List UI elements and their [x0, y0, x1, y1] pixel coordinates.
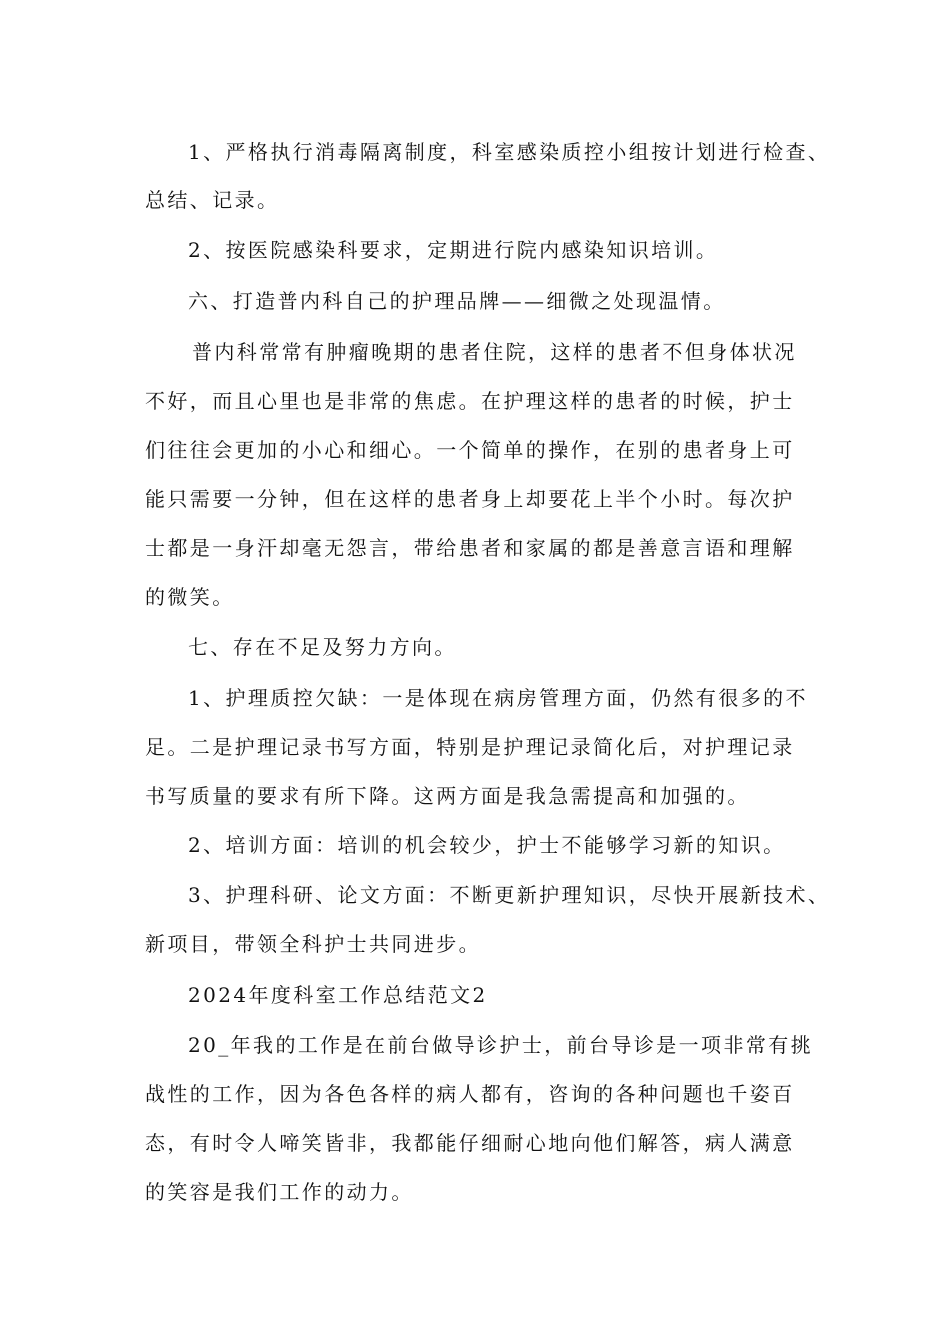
paragraph-line: 能只需要一分钟，但在这样的患者身上却要花上半个小时。每次护: [145, 487, 795, 511]
paragraph-line: 1、护理质控欠缺：一是体现在病房管理方面，仍然有很多的不: [188, 686, 808, 710]
paragraph-line: 20_年我的工作是在前台做导诊护士，前台导诊是一项非常有挑: [188, 1033, 814, 1057]
paragraph-line: 的微笑。: [145, 585, 235, 609]
paragraph-line: 普内科常常有肿瘤晚期的患者住院，这样的患者不但身体状况: [192, 340, 797, 364]
paragraph-line: 足。二是护理记录书写方面，特别是护理记录简化后，对护理记录: [145, 735, 795, 759]
paragraph-line: 总结、记录。: [145, 188, 280, 212]
paragraph-line: 2、按医院感染科要求，定期进行院内感染知识培训。: [188, 238, 719, 262]
paragraph-line: 不好，而且心里也是非常的焦虑。在护理这样的患者的时候，护士: [145, 389, 795, 413]
paragraph-line: 态，有时令人啼笑皆非，我都能仔细耐心地向他们解答，病人满意: [145, 1131, 795, 1155]
paragraph-line: 新项目，带领全科护士共同进步。: [145, 932, 481, 956]
paragraph-line: 书写质量的要求有所下降。这两方面是我急需提高和加强的。: [145, 784, 750, 808]
paragraph-line: 1、严格执行消毒隔离制度，科室感染质控小组按计划进行检查、: [188, 140, 831, 164]
paragraph-line: 2、培训方面：培训的机会较少，护士不能够学习新的知识。: [188, 833, 786, 857]
section-title: 2024年度科室工作总结范文2: [188, 983, 488, 1007]
section-heading: 六、打造普内科自己的护理品牌——细微之处现温情。: [188, 289, 726, 313]
paragraph-line: 的笑容是我们工作的动力。: [145, 1180, 414, 1204]
paragraph-line: 士都是一身汗却毫无怨言，带给患者和家属的都是善意言语和理解: [145, 536, 795, 560]
paragraph-line: 3、护理科研、论文方面：不断更新护理知识，尽快开展新技术、: [188, 883, 831, 907]
paragraph-line: 们往往会更加的小心和细心。一个简单的操作，在别的患者身上可: [145, 438, 795, 462]
section-heading: 七、存在不足及努力方向。: [188, 635, 457, 659]
paragraph-line: 战性的工作，因为各色各样的病人都有，咨询的各种问题也千姿百: [145, 1082, 795, 1106]
